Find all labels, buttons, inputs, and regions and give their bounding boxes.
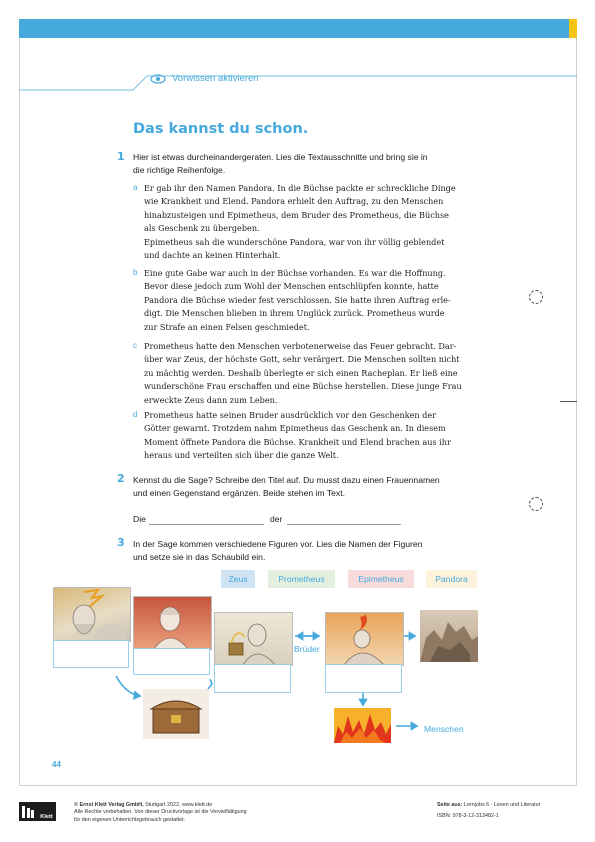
item-b-letter: b (133, 268, 138, 277)
klett-logo-text: Klett (37, 802, 56, 821)
task2-instruction-line: Kennst du die Sage? Schreibe den Titel auf. Du musst dazu einen Frauennamen (133, 475, 440, 485)
task1-instruction-line: Hier ist etwas durcheinandergeraten. Lies die Textausschnitte und bring sie in (133, 152, 428, 162)
text-line: und dachte an keinen Hinterhalt. (144, 250, 281, 261)
text-line: Pandora die Büchse wieder fest verschlossen. Sie hatte ihren Auftrag erle- (144, 294, 451, 305)
text-line: Prometheus hatte seinen Bruder ausdrücklich vor den Geschenken der (144, 410, 437, 420)
text-line: Epimetheus sah die wunderschöne Pandora, war von ihr völlig geblendet (144, 236, 445, 247)
section-badge-label: Vorwissen aktivieren (172, 73, 259, 84)
text-line: erweckte Zeus dann zum Leben. (144, 394, 278, 405)
task3-instruction-line: In der Sage kommen verschiedene Figuren vor. Lies die Namen der Figuren (133, 539, 423, 549)
footer-isbn: ISBN: 978-3-12-313482-1 (437, 813, 499, 820)
footer-publisher-rest: Stuttgart 2022, www.klett.de (145, 802, 213, 808)
klett-logo-mark (19, 802, 37, 821)
text-line: Bevor diese jedoch zum Wohl der Menschen entschlüpfen konnte, hatte (144, 281, 439, 292)
footer-rights-line: für den eigenen Unterrichtsgebrauch gestattet. (74, 816, 186, 823)
task1-number: 1 (117, 150, 125, 163)
name-tag-label: Pandora (435, 574, 468, 584)
item-d-letter: d (133, 410, 138, 419)
footer-source-bold: Seite aus: (437, 802, 463, 808)
brothers-label: Brüder (294, 644, 320, 654)
text-line: hinabzusteigen und Epimetheus, dem Bruder des Prometheus, die Büchse (144, 209, 449, 220)
title-blank-word: Die (133, 514, 146, 524)
text-line: wunderschöne Frau erschaffen und eine Büchse herstellen. Diese junge Frau (144, 381, 462, 392)
text-line: heraus und verteilten sich über die ganze Welt. (144, 450, 339, 461)
item-c-letter: c (133, 341, 137, 350)
title-blank-word: der (270, 514, 283, 524)
page-number: 44 (52, 760, 61, 769)
humans-label: Menschen (424, 724, 464, 734)
task1-instruction-line: die richtige Reihenfolge. (133, 165, 226, 176)
text-line: Moment öffnete Pandora die Büchse. Krankheit und Elend brachen aus ihr (144, 436, 451, 447)
text-line: Götter gewarnt. Trotzdem nahm Epimetheus das Geschenk an. In diesem (144, 423, 446, 434)
text-line: zur Strafe an einen Felsen geschmiedet. (144, 321, 310, 332)
text-line: Prometheus hatte den Menschen verbotenerweise das Feuer gebracht. Dar- (144, 341, 457, 351)
text-line: über war Zeus, der höchste Gott, sehr verärgert. Die Menschen sollten nicht (144, 354, 460, 365)
text-line: wie Krankheit und Elend. Pandora erhielt den Auftrag, zu den Menschen (144, 196, 444, 207)
text-line: Er gab ihr den Namen Pandora. In die Büchse packte er schreckliche Dinge (144, 183, 456, 193)
name-tag-label: Prometheus (278, 574, 325, 584)
text-line: als Geschenk zu übergeben. (144, 223, 260, 234)
name-tag-label: Epimetheus (358, 574, 404, 584)
task3-instruction-line: und setze sie in das Schaubild ein. (133, 552, 266, 563)
footer-rights-line: Alle Rechte vorbehalten. Von dieser Druckvorlage ist die Vervielfältigung (74, 809, 247, 816)
footer-source-rest: Lernjobs 6 - Lesen und Literatur (463, 802, 541, 808)
item-a-letter: a (133, 183, 138, 192)
name-tag-label: Zeus (228, 574, 248, 584)
task2-instruction-line: und einen Gegenstand ergänzen. Beide stehen im Text. (133, 488, 345, 499)
task3-number: 3 (117, 536, 125, 549)
text-line: digt. Die Menschen blieben in ihrem Unglück zurück. Prometheus wurde (144, 308, 445, 319)
footer-publisher-bold: © Ernst Klett Verlag GmbH, (74, 802, 144, 808)
footer-source (437, 802, 540, 821)
page-title: Das kannst du schon. (133, 121, 309, 137)
text-line: Eine gute Gabe war auch in der Büchse vorhanden. Es war die Hoffnung. (144, 268, 446, 278)
klett-logo-icon (21, 804, 35, 820)
text-line: zu mächtig werden. Deshalb überlegte er sich einen Racheplan. Er ließ eine (144, 367, 458, 378)
task2-number: 2 (117, 472, 125, 485)
footer-publisher (74, 802, 247, 824)
